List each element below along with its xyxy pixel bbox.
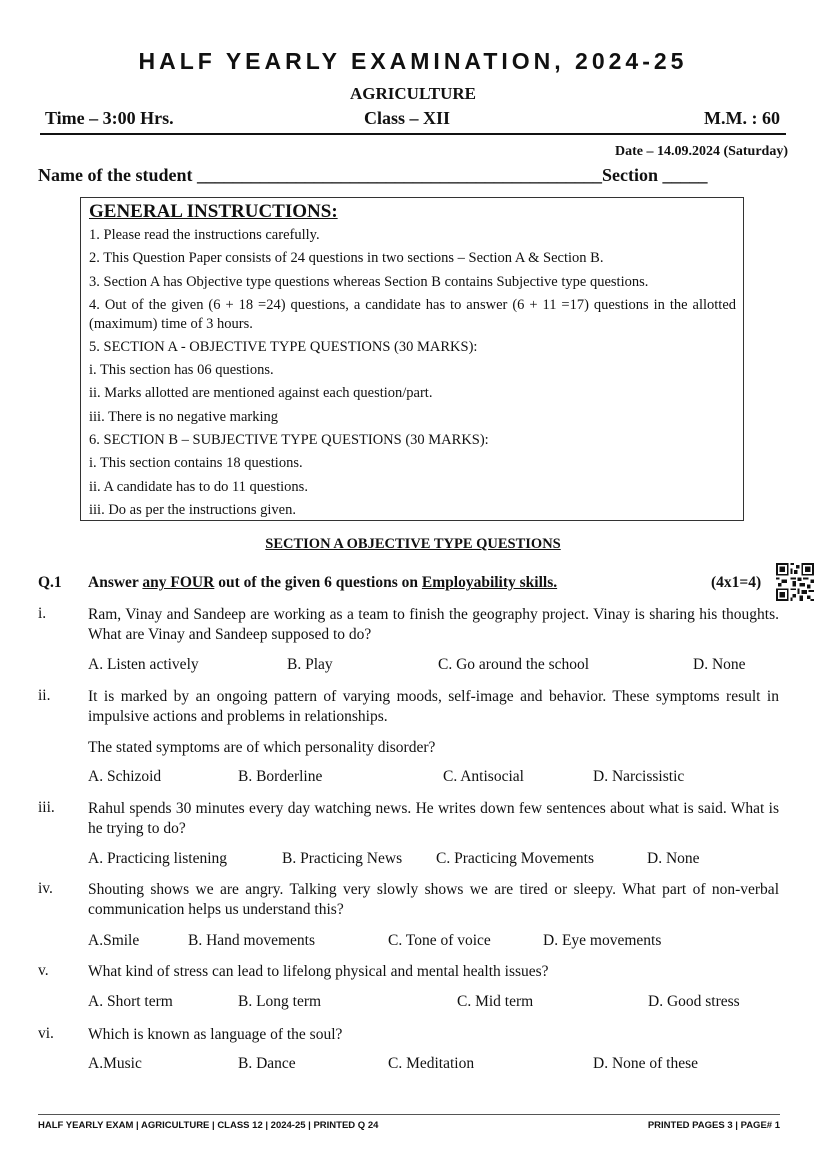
option-d[interactable]: D. Narcissistic (593, 768, 685, 785)
instruction-line: 5. SECTION A - OBJECTIVE TYPE QUESTIONS (30 MARKS): (89, 338, 478, 355)
question-1-marks: (4x1=4) (711, 574, 762, 591)
instruction-line: 4. Out of the given (6 + 18 =24) questions, a candidate has to answer (6 + 11 =17) questions in the allotted (maximum) time of 3 hours. (89, 296, 736, 332)
subject-name: AGRICULTURE (350, 84, 476, 103)
option-a[interactable]: A. Schizoid (88, 768, 162, 785)
option-b[interactable]: B. Long term (238, 993, 322, 1010)
question-text: What kind of stress can lead to lifelong physical and mental health issues? (88, 963, 549, 980)
question-number: i. (38, 605, 47, 622)
exam-title: HALF YEARLY EXAMINATION, 2024-25 (138, 48, 688, 74)
prompt-emphasis: any FOUR (142, 574, 215, 591)
option-a[interactable]: A. Listen actively (88, 656, 199, 673)
option-a[interactable]: A. Short term (88, 993, 173, 1010)
class-label: Class – XII (364, 108, 451, 128)
prompt-topic: Employability skills. (421, 574, 558, 591)
option-b[interactable]: B. Borderline (238, 768, 323, 785)
question-text: Ram, Vinay and Sandeep are working as a team to finish the geography project. Vinay is sharing his thoughts. What are Vinay and Sandeep supposed to do? (88, 606, 779, 643)
time-allowed: Time – 3:00 Hrs. (45, 108, 174, 128)
option-d[interactable]: D. None (647, 850, 700, 867)
option-c[interactable]: C. Tone of voice (388, 932, 491, 949)
question-number: v. (38, 962, 49, 979)
question-number: vi. (38, 1025, 54, 1042)
question-text: Rahul spends 30 minutes every day watching news. He writes down few sentences about what is said. What is he trying to do? (88, 800, 779, 837)
option-d[interactable]: D. Good stress (648, 993, 740, 1010)
footer-divider (38, 1114, 780, 1115)
instruction-line: 3. Section A has Objective type questions whereas Section B contains Subjective type questions. (89, 273, 649, 290)
option-b[interactable]: B. Dance (238, 1055, 296, 1072)
qr-code-icon (776, 563, 814, 601)
question-number: ii. (38, 687, 51, 704)
question-text: Which is known as language of the soul? (88, 1026, 343, 1043)
option-c[interactable]: C. Meditation (388, 1055, 475, 1072)
footer-right: PRINTED PAGES 3 | PAGE# 1 (647, 1120, 780, 1131)
instruction-line: 1. Please read the instructions carefully. (89, 227, 320, 243)
option-b[interactable]: B. Play (287, 656, 333, 673)
instruction-line: ii. Marks allotted are mentioned against each question/part. (89, 385, 433, 402)
option-a[interactable]: A.Music (88, 1055, 142, 1072)
question-text: It is marked by an ongoing pattern of varying moods, self-image and behavior. These symptoms result in impulsive actions and problems in relationships. (88, 688, 779, 725)
option-c[interactable]: C. Practicing Movements (436, 850, 594, 867)
option-b[interactable]: B. Hand movements (188, 932, 315, 949)
option-c[interactable]: C. Antisocial (443, 768, 524, 785)
instruction-line: 6. SECTION B – SUBJECTIVE TYPE QUESTIONS (30 MARKS): (89, 432, 489, 449)
option-d[interactable]: D. Eye movements (543, 932, 662, 949)
instruction-line: i. This section has 06 questions. (89, 362, 274, 379)
option-d[interactable]: D. None (693, 656, 746, 673)
question-number: Q.1 (38, 574, 62, 591)
instruction-line: 2. This Question Paper consists of 24 questions in two sections – Section A & Section B. (89, 250, 604, 267)
option-a[interactable]: A.Smile (88, 932, 140, 949)
question-1-prompt (88, 574, 557, 592)
student-name-line[interactable]: Name of the student _____________________________________________Section _____ (38, 165, 708, 185)
instruction-line: iii. Do as per the instructions given. (89, 501, 296, 518)
instructions-heading: GENERAL INSTRUCTIONS: (89, 201, 338, 222)
question-number: iii. (38, 799, 55, 816)
section-a-title: SECTION A OBJECTIVE TYPE QUESTIONS (265, 536, 561, 552)
footer-left: HALF YEARLY EXAM | AGRICULTURE | CLASS 12 | 2024-25 | PRINTED Q 24 (38, 1120, 379, 1131)
instruction-line: iii. There is no negative marking (89, 408, 278, 425)
option-a[interactable]: A. Practicing listening (88, 850, 228, 867)
instruction-line: ii. A candidate has to do 11 questions. (89, 478, 308, 495)
option-d[interactable]: D. None of these (593, 1055, 699, 1072)
option-c[interactable]: C. Go around the school (438, 656, 590, 673)
question-text: Shouting shows we are angry. Talking very slowly shows we are tired or sleepy. What part of non-verbal communication helps us understand this? (88, 881, 779, 918)
question-subtext: The stated symptoms are of which personality disorder? (88, 739, 436, 756)
prompt-part: out of the given 6 questions on (214, 574, 422, 591)
prompt-part: Answer (88, 574, 143, 591)
question-number: iv. (38, 880, 53, 897)
header-divider (40, 133, 786, 135)
general-instructions-box (80, 197, 744, 521)
option-c[interactable]: C. Mid term (457, 993, 534, 1010)
exam-date: Date – 14.09.2024 (Saturday) (614, 144, 788, 159)
max-marks: M.M. : 60 (704, 108, 780, 128)
option-b[interactable]: B. Practicing News (282, 850, 403, 867)
instruction-line: i. This section contains 18 questions. (89, 455, 303, 472)
